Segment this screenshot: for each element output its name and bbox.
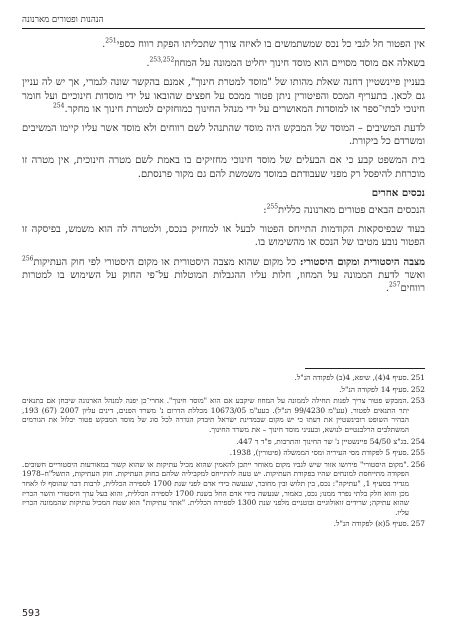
run-in-heading: מצבה היסטורית ומקום היסטורי: [299, 256, 425, 268]
footnote-ref[interactable]: 255 [266, 203, 279, 211]
footnote-separator [305, 368, 425, 369]
paragraph-text: כל מקום שהוא מצבה היסטורית או מקום היסטורי לפי חוק העתיקות [33, 256, 297, 268]
footnote-text: סעיף 5(א) לפקודה הנ"ל. [333, 519, 407, 529]
footnote-number: 251 [410, 373, 425, 382]
footnote: 253 .המבקש פטור צריך לפנות תחילה לממונה על המחוז שיקבע אם הוא "מוסד חינוך". אחרי־כן יפנה למנהל הארנונה שיבחן אם בתנאים יתר התנאים לפטור. (עע"מ 99/4230 הנ"ל). בעע"מ 10673/05 מכללת הדרום נ' משרד הפנים, דינים עליון 2007 (67) 193, הבהיר השופט רובינשטיין את דעתו כי יש מקום שבמדינת ישראל תיבדק הגדרה לכל סוג של מוסד המבקש פטור יכלול את הגורמים המשתלבים הרלבנטיים לנושא, ובעניני מוסד חינוך – את משרד החינוך. [22, 396, 425, 434]
footnote: 252 .סעיף 14 לפקודה הנ"ל. [339, 384, 425, 394]
footnote-number: 257 [410, 519, 425, 529]
paragraph: מצבה היסטורית ומקום היסטורי: כל מקום שהוא מצבה היסטורית או מקום היסטורי לפי חוק העתיקות$^{256}$ ואשר לדעת הממונה על המחוז, חלות עליו ההגבלות המוטלות על־פי החוק על השימוש בו למטרות רווחים$^{257}$. [22, 255, 425, 295]
paragraph [22, 154, 425, 180]
paragraph-text: בעניין פיינשטיין דחנה שאלת מהותו של "מוסד למטרת חינוך", אמנם בהקשר שונה לגמרי, אך יש לה עניין גם לכאן. בתעריף המכס והפיטורין ניתן פטור ממכס על חפצים שהובאו על ידי מוסדות חינוכיים ועל חומר חינוכי לבתי־ספר או למוסדות המאושרים על ידי מנהל החינוך כמוחזקים למטרת חינוך או מחקר. [22, 77, 425, 115]
section-title: נכסים אחרים [371, 186, 425, 199]
footnote-ref[interactable]: 254 [52, 102, 65, 110]
running-head [22, 12, 425, 29]
paragraph-text: ואשר לדעת הממונה על המחוז, חלות עליו ההגבלות המוטלות על־פי החוק על השימוש בו למטרות רווחים [22, 269, 425, 295]
footnote-number: 252 [410, 384, 425, 394]
main-text [22, 38, 425, 301]
paragraph-text: בית המשפט קבע כי אם הבעלים של מוסד חינוכי מחזיקים בו באמת לשם מטרה חינוכית, אין מטרה זו מוכרחת להיפסל רק מפני שעבודתם במוסד משמשת להם גם מקור פרנסתם. [22, 155, 425, 180]
footnote-number: 255 [410, 448, 425, 458]
footnote-number: 254 [410, 436, 425, 446]
paragraph [22, 223, 425, 249]
footnote-text: "מקום היסטורי" פירושו אזור שיש לגביו מקום מאוחר ייתכן להאמין שהוא מכיל עתיקות או שהוא קשור במאורעות היסטוריים חשובים. הפקודה מתייחסת למונחים שהיו בפקודת העתיקות. יש טעה להתייחס למקביליה שלהם בחוק העתיקות. חוק העתיקות, התשל"ח–1978 מגדיר בסעיף 1, "עתיקה": נכס, בין תלוש ובין מחובר, שנעשה בידי אדם לפני שנת 1700 לספירה הכללית, לרבות דבר שהוסף לו לאחר מכן והוא חלק בלתי נפרד ממנו; נכס, כאמור, שנעשה בידי אדם החל בשנת 1700 לספירה הכללית, והוא בעל ערך היסטורי והשר הכריז שהוא עתיקה; שרידים זואולוגיים ובוטניים מלפני שנת 1300 לספירה הכללית. "אתר עתיקות" הוא שטח המכיל עתיקות שהממונה הכריז עליו. [22, 459, 409, 517]
paragraph: בשאלה אם מוסד מסויים הוא מוסד חינוך יחליט הממונה על המחוז$^{253,252}$. [146, 56, 425, 70]
footnote: 257 .סעיף 5(א) לפקודה הנ"ל. [333, 519, 425, 529]
footnote-text: סעיף 4(4), שיפא, 4(ב) לפקודה הנ"ל. [294, 373, 407, 382]
footnote-text: סעיף 14 לפקודה הנ"ל. [339, 384, 407, 394]
running-head-title: הנהנות ופטורים מארנונה [22, 15, 104, 25]
footnote-number: 253 [410, 396, 425, 406]
footnote: 251 .סעיף 4(4), שיפא, 4(ב) לפקודה הנ"ל. [294, 373, 425, 382]
footnote: 254 .בג"צ 54/50 פיינשטיין נ' שר החינוך והתרבות, פ"ד ד 447. [236, 436, 425, 446]
paragraph-text: בעוד שבפיסקאות הקודמות התייחס הפטור לבעל או למחזיק בנכס, ולמטרה לה הוא משמש, בפיסקה זו הפטור נובע מטיבו של הנכס או מהשימוש בו. [22, 224, 425, 249]
footnotes [22, 368, 425, 531]
paragraph-text: בשאלה אם מוסד מסויים הוא מוסד חינוך יחליט הממונה על המחוז [174, 58, 425, 70]
paragraph-text: אין הפטור חל לגבי כל נכס שמשתמשים בו לאיזה צורך שתכליתו הפקת רווח כספי [116, 39, 425, 50]
paragraph [22, 76, 425, 116]
footnote-ref[interactable]: 251 [105, 37, 117, 45]
page-number: 593 [22, 608, 41, 619]
paragraph-text: לדעת המשיבים – המוסד של המבקש היה מוסד שהתנהל לשם רווחים ולא מוסד אשר עליו קיימו המשיבים ומשרדם כל ביקורת. [22, 123, 425, 148]
footnote-ref[interactable]: 257 [389, 281, 401, 289]
footnote: 255 .סעיף 5 לפקודת מסי העיריה ומסי הממשלה (פיטורין), 1938. [229, 448, 425, 458]
paragraph [22, 122, 425, 148]
footnote-number: 256 [410, 459, 425, 469]
footnote-ref[interactable]: 256 [22, 255, 34, 263]
footnote-text: בג"צ 54/50 פיינשטיין נ' שר החינוך והתרבות, פ"ד ד 447. [236, 436, 407, 446]
footnote-ref[interactable]: 253,252 [149, 56, 175, 64]
paragraph: הנכסים הבאים פטורים מארנונה כללית$^{255}$: [263, 203, 425, 217]
paragraph: אין הפטור חל לגבי כל נכס שמשתמשים בו לאיזה צורך שתכליתו הפקת רווח כספי$^{251}$. [102, 37, 425, 50]
footnote: 256 ."מקום היסטורי" פירושו אזור שיש לגביו מקום מאוחר ייתכן להאמין שהוא מכיל עתיקות או שהוא קשור במאורעות היסטוריים חשובים. הפקודה מתייחסת למונחים שהיו בפקודת העתיקות. יש טעה להתייחס למקביליה שלהם בחוק העתיקות. חוק העתיקות, התשל"ח–1978 מגדיר בסעיף 1, "עתיקה": נכס, בין תלוש ובין מחובר, שנעשה בידי אדם לפני שנת 1700 לספירה הכללית, לרבות דבר שהוסף לו לאחר מכן והוא חלק בלתי נפרד ממנו; נכס, כאמור, שנעשה בידי אדם החל בשנת 1700 לספירה הכללית, והוא בעל ערך היסטורי והשר הכריז שהוא עתיקה; שרידים זואולוגיים ובוטניים מלפני שנת 1300 לספירה הכללית. "אתר עתיקות" הוא שטח המכיל עתיקות שהממונה הכריז עליו. [22, 459, 425, 517]
paragraph-text: הנכסים הבאים פטורים מארנונה כללית [278, 205, 425, 217]
footnote-text: סעיף 5 לפקודת מסי העיריה ומסי הממשלה (פיטורין), 1938. [229, 448, 407, 458]
footnote-text: המבקש פטור צריך לפנות תחילה לממונה על המחוז שיקבע אם הוא "מוסד חינוך". אחרי־כן יפנה למנהל הארנונה שיבחן אם בתנאים יתר התנאים לפטור. (עע"מ 99/4230 הנ"ל). בעע"מ 10673/05 מכללת הדרום נ' משרד הפנים, דינים עליון 2007 (67) 193, הבהיר השופט רובינשטיין את דעתו כי יש מקום שבמדינת ישראל תיבדק הגדרה לכל סוג של מוסד המבקש פטור יכלול את הגורמים המשתלבים הרלבנטיים לנושא, ובעניני מוסד חינוך – את משרד החינוך. [22, 396, 410, 434]
